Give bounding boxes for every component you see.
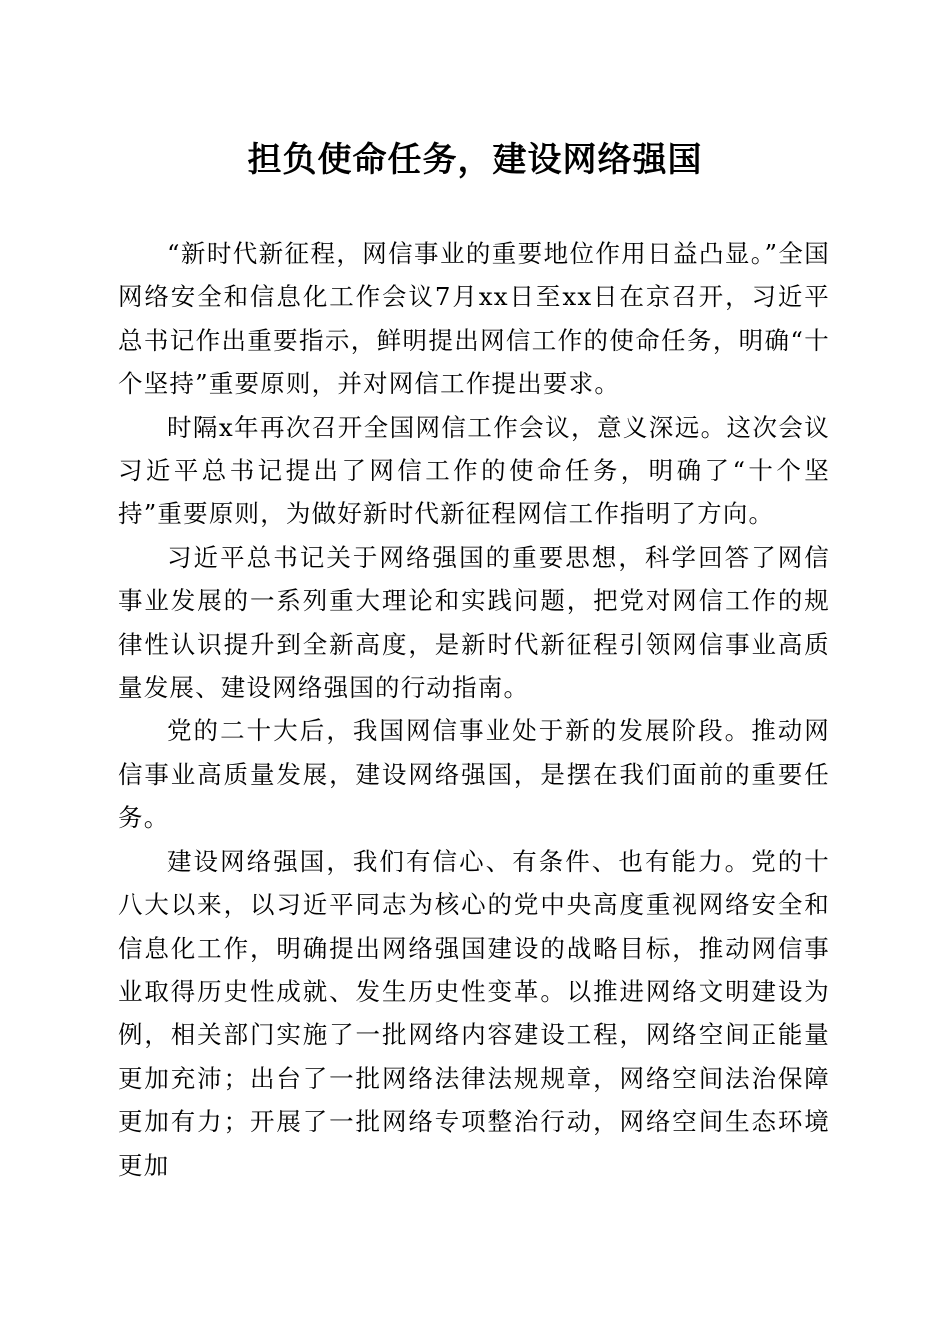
- paragraph-3: 习近平总书记关于网络强国的重要思想，科学回答了网信事业发展的一系列重大理论和实践问题，把党对网信工作的规律性认识提升到全新高度，是新时代新征程引领网信事业高质量发展、建设网络强国的行动指南。: [118, 542, 830, 703]
- paragraph-5: 建设网络强国，我们有信心、有条件、也有能力。党的十八大以来，以习近平同志为核心的党中央高度重视网络安全和信息化工作，明确提出网络强国建设的战略目标，推动网信事业取得历史性成就、发生历史性变革。以推进网络文明建设为例，相关部门实施了一批网络内容建设工程，网络空间正能量更加充沛；出台了一批网络法律法规规章，网络空间法治保障更加有力；开展了一批网络专项整治行动，网络空间生态环境更加: [118, 846, 830, 1180]
- document-body: [118, 232, 830, 1187]
- paragraph-4: 党的二十大后，我国网信事业处于新的发展阶段。推动网信事业高质量发展，建设网络强国，是摆在我们面前的重要任务。: [118, 716, 830, 833]
- paragraph-2: 时隔x年再次召开全国网信工作会议，意义深远。这次会议习近平总书记提出了网信工作的使命任务，明确了“十个坚持”重要原则，为做好新时代新征程网信工作指明了方向。: [118, 412, 830, 529]
- paragraph-1: “新时代新征程，网信事业的重要地位作用日益凸显。”全国网络安全和信息化工作会议7月xx日至xx日在京召开，习近平总书记作出重要指示，鲜明提出网信工作的使命任务，明确“十个坚持”重要原则，并对网信工作提出要求。: [118, 239, 830, 399]
- document-title: 担负使命任务，建设网络强国: [247, 140, 703, 180]
